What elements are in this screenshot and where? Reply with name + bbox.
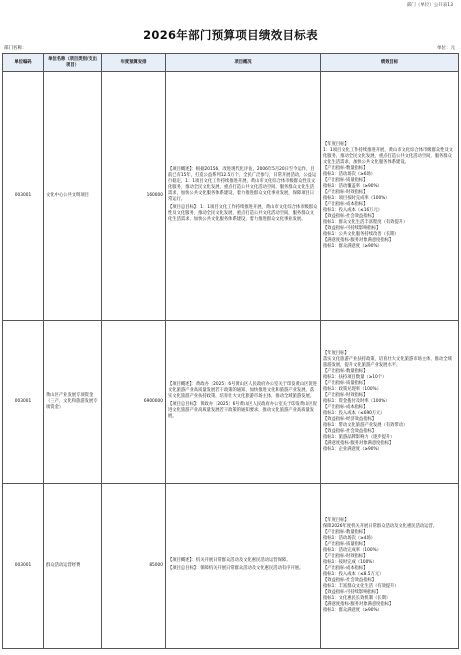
goal-line: 落实文化旅游产业扶持政策，培育壮大文化旅游市场主体，推动全域旅游发展，提升文化旅游产业发展水平。 <box>323 357 452 368</box>
overview-text: 【项目总目标】：黄政办〔2025〕6号黄山区人民政府办公室关于印发黄山区促进文化旅游产业高质量发展若干政策的通知要求，推动文化旅游产业高质量发展。 <box>168 402 318 419</box>
money-unit-label: 单位：元 <box>437 46 455 51</box>
goal-line: 指标1：活动场次（≥4场） <box>323 536 376 541</box>
goal-line: 【效益指标-社会效益指标】 <box>323 429 377 434</box>
row-amount: 6900000 <box>102 321 166 484</box>
table-header-row <box>3 54 459 72</box>
goal-line: 指标1：群众满意度（≥90%） <box>323 244 382 249</box>
goal-line: 指标1：政策兑现率（100%） <box>323 387 381 392</box>
row-goals <box>321 484 459 649</box>
goal-line: 【产出指标-时效指标】 <box>323 554 368 559</box>
goal-line: 【满意度指标-服务对象满意度指标】 <box>323 441 394 446</box>
goal-line: 【效益指标-社会效益指标】 <box>323 214 377 219</box>
header-code: 单位编码 <box>3 54 44 72</box>
goal-line: 【年度目标】 <box>323 518 349 523</box>
row-goals <box>321 72 459 321</box>
goal-line: 指标1：活动覆盖率（≥90%） <box>323 184 382 189</box>
goal-line: 【效益指标-社会效益指标】 <box>323 578 377 583</box>
table-row <box>3 321 459 484</box>
row-goals <box>321 321 459 484</box>
overview-text: 【项目总目标】：1：1项目文化工作持续推进开展，黄山市文化综合体市级群众性及文化服务，推动全民文化发展，重点打造公共文化活动空间，服务群众文化生活需求，加快公共文化服务体系建设，着力推进群众文化事业发展。 <box>168 205 318 222</box>
goal-line: 【产出指标-时效指标】 <box>323 393 368 398</box>
goal-line: 指标1：活动完成率（100%） <box>323 548 381 553</box>
overview-text: 【项目总目标】：保障机关开展日常群众活动及文化惠民活动有序开展。 <box>168 566 304 571</box>
overview-text: 【项目概述】：机关开展日常群众活动及文化惠民活动运营保障。 <box>168 558 291 563</box>
header-overview: 项目概况 <box>166 54 321 72</box>
goal-line: 【产出指标-数量指标】 <box>323 166 368 171</box>
department-label: 部门名称： <box>4 46 27 51</box>
goal-line: 指标1：投入成本（≤690万元） <box>323 411 385 416</box>
table-row <box>3 484 459 649</box>
goal-line: 指标1：群众满意度（≥90%） <box>323 608 382 613</box>
goal-line: 【产出指标-质量指标】 <box>323 381 368 386</box>
goal-line: 指标1：公共文化服务持续改善（长期） <box>323 232 399 237</box>
goal-line: 【效益指标-可持续影响指标】 <box>323 590 381 595</box>
goal-line: 指标1：资金拨付及时率（100%） <box>323 399 390 404</box>
row-name: 群众活动运营经费 <box>44 484 102 649</box>
goal-line: 【满意度指标-服务对象满意度指标】 <box>323 238 394 243</box>
goal-line: 【产出指标-成本指标】 <box>323 566 368 571</box>
goal-line: 指标1：带动文化旅游产业发展（有效带动） <box>323 423 408 428</box>
goal-line: 指标1：群众文化生活丰富程度（有效提升） <box>323 220 408 225</box>
goal-line: 【产出指标-数量指标】 <box>323 530 368 535</box>
header-goals: 绩效目标 <box>321 54 459 72</box>
row-overview <box>166 484 321 649</box>
goal-line: 【产出指标-时效指标】 <box>323 190 368 195</box>
goal-line: 指标1：活动场次（≥6场） <box>323 172 376 177</box>
row-name: 文化中心公共文明项目 <box>44 72 102 321</box>
overview-text: 【项目概述】：黄政办〔2025〕6号黄山区人民政府办公室关于印发黄山区促进文化旅游产业高质量发展若干政策的通知，加快推进文化和旅游产业发展，落实文化旅游产业扶持政策，培育壮大文化旅游市场主体，推动全域旅游发展。 <box>168 382 318 399</box>
performance-goals-table <box>2 53 459 649</box>
table-row <box>3 72 459 321</box>
goal-line: 指标1：扶持项目数量（≥10个） <box>323 375 387 380</box>
goal-line: 1：1项目文化工作持续推进开展，黄山市文化综合体市级群众性及文化服务，推动全民文化发展，重点打造公共文化活动空间，服务群众文化生活需求，加快公共文化服务体系建设。 <box>323 148 454 165</box>
row-amount: 160000 <box>102 72 166 321</box>
goal-line: 【产出指标-质量指标】 <box>323 178 368 183</box>
goal-line: 【产出指标-成本指标】 <box>323 202 368 207</box>
overview-text: 【项目概述】：根据20156，改进现代化评估，2006年5月20日至今运作，目前已有15年，打造公益系列12.5万个，全民广泛参与，日常开展活动，公益运行稳定，1：1项目文化工作持续推进开展，黄山市文化综合体市级群众性及文化服务，推动全民文化发展，重点打造公共文化活动空间，服务群众文化生活需求，加快公共文化服务体系建设，着力推进群众文化事业发展，保障项目日常运行。 <box>168 167 317 202</box>
row-code: 003001 <box>3 72 44 321</box>
goal-line: 指标1：项目按时完成率（100%） <box>323 196 390 201</box>
row-amount: 85000 <box>102 484 166 649</box>
goal-line: 保障2026年度机关开展日常群众活动及文化惠民活动运营。 <box>323 524 438 529</box>
row-code: 003001 <box>3 321 44 484</box>
goal-line: 指标1：按时完成（100%） <box>323 560 377 565</box>
goal-line: 【满意度指标-服务对象满意度指标】 <box>323 602 394 607</box>
goal-line: 【产出指标-质量指标】 <box>323 542 368 547</box>
goal-line: 【产出指标-数量指标】 <box>323 369 368 374</box>
row-code: 003001 <box>3 484 44 649</box>
goal-line: 【产出指标-成本指标】 <box>323 405 368 410</box>
table-number-note: 部门（单位）公开表13 <box>406 3 453 8</box>
goal-line: 指标1：投入成本（≤16万元） <box>323 208 383 213</box>
header-amount: 年度预算安排 <box>102 54 166 72</box>
goal-line: 【效益指标-可持续影响指标】 <box>323 226 381 231</box>
goal-line: 【年度目标】 <box>323 351 349 356</box>
row-overview <box>166 72 321 321</box>
row-overview <box>166 321 321 484</box>
goal-line: 指标1：丰富群众文化生活（有效提升） <box>323 584 399 589</box>
goal-line: 指标1：文化惠民长效机制（长期） <box>323 596 391 601</box>
goal-line: 【年度目标】 <box>323 142 349 147</box>
goal-line: 【效益指标-经济效益指标】 <box>323 417 377 422</box>
goal-line: 指标1：企业满意度（≥90%） <box>323 447 382 452</box>
goal-line: 指标1：旅游品牌影响力（逐步提升） <box>323 435 395 440</box>
row-name: 黄山区产业发展专项资金（三产，文化和旅游发展专项资金） <box>44 321 102 484</box>
goal-line: 指标1：投入成本（≤8.5万元） <box>323 572 384 577</box>
page-title: 2026年部门预算项目绩效目标表 <box>143 28 318 42</box>
header-name: 单位名称（项目类别/支出项目） <box>44 54 102 72</box>
